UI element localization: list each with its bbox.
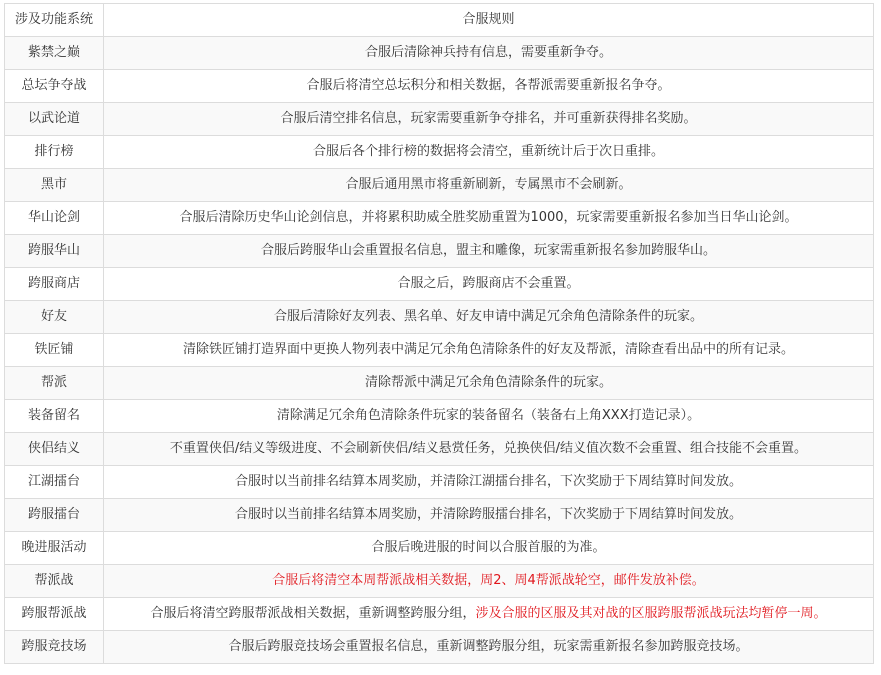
table-row [5, 169, 874, 202]
system-cell: 黑市 [5, 169, 104, 202]
table-row [5, 301, 874, 334]
rule-cell: 合服后将清空总坛积分和相关数据，各帮派需要重新报名争夺。 [104, 70, 874, 103]
system-cell: 以武论道 [5, 103, 104, 136]
system-cell: 江湖擂台 [5, 466, 104, 499]
rule-cell: 清除满足冗余角色清除条件玩家的装备留名（装备右上角XXX打造记录）。 [104, 400, 874, 433]
system-cell: 跨服竞技场 [5, 631, 104, 664]
rule-cell: 合服之后，跨服商店不会重置。 [104, 268, 874, 301]
table-row [5, 103, 874, 136]
system-cell: 铁匠铺 [5, 334, 104, 367]
system-cell: 侠侣结义 [5, 433, 104, 466]
rule-cell: 合服后各个排行榜的数据将会清空，重新统计后于次日重排。 [104, 136, 874, 169]
table-row [5, 37, 874, 70]
table-row [5, 136, 874, 169]
table-row [5, 334, 874, 367]
rule-cell: 清除铁匠铺打造界面中更换人物列表中满足冗余角色清除条件的好友及帮派，清除查看出品中的所有记录。 [104, 334, 874, 367]
table-row [5, 499, 874, 532]
system-cell: 帮派战 [5, 565, 104, 598]
system-cell: 排行榜 [5, 136, 104, 169]
rule-highlight-text: 合服后将清空本周帮派战相关数据，周2、周4帮派战轮空，邮件发放补偿。 [272, 573, 705, 588]
rule-cell: 合服后跨服华山会重置报名信息，盟主和雕像，玩家需重新报名参加跨服华山。 [104, 235, 874, 268]
rule-cell [104, 598, 874, 631]
rule-cell: 不重置侠侣/结义等级进度、不会刷新侠侣/结义悬赏任务，兑换侠侣/结义值次数不会重置、组合技能不会重置。 [104, 433, 874, 466]
header-system: 涉及功能系统 [5, 4, 104, 37]
table-row [5, 268, 874, 301]
rule-cell: 合服时以当前排名结算本周奖励，并清除跨服擂台排名，下次奖励于下周结算时间发放。 [104, 499, 874, 532]
system-cell: 晚进服活动 [5, 532, 104, 565]
system-cell: 好友 [5, 301, 104, 334]
table-row [5, 70, 874, 103]
rule-cell: 合服后清除神兵持有信息，需要重新争夺。 [104, 37, 874, 70]
table-row [5, 367, 874, 400]
rule-cell: 合服后晚进服的时间以合服首服的为准。 [104, 532, 874, 565]
rule-cell: 合服后跨服竞技场会重置报名信息，重新调整跨服分组，玩家需重新报名参加跨服竞技场。 [104, 631, 874, 664]
system-cell: 帮派 [5, 367, 104, 400]
table-row [5, 202, 874, 235]
table-row [5, 598, 874, 631]
rule-highlight-text: 涉及合服的区服及其对战的区服跨服帮派战玩法均暂停一周。 [475, 606, 827, 621]
system-cell: 跨服华山 [5, 235, 104, 268]
table-row [5, 466, 874, 499]
rule-cell: 合服后清除历史华山论剑信息，并将累积助威全胜奖励重置为1000，玩家需要重新报名参加当日华山论剑。 [104, 202, 874, 235]
rule-cell: 合服时以当前排名结算本周奖励，并清除江湖擂台排名，下次奖励于下周结算时间发放。 [104, 466, 874, 499]
table-header-row [5, 4, 874, 37]
system-cell: 跨服帮派战 [5, 598, 104, 631]
rule-cell [104, 565, 874, 598]
table-row [5, 631, 874, 664]
rule-cell: 合服后通用黑市将重新刷新，专属黑市不会刷新。 [104, 169, 874, 202]
system-cell: 跨服擂台 [5, 499, 104, 532]
table-row [5, 565, 874, 598]
system-cell: 紫禁之巅 [5, 37, 104, 70]
system-cell: 跨服商店 [5, 268, 104, 301]
table-row [5, 433, 874, 466]
merge-rules-table [4, 3, 874, 664]
rule-cell: 合服后清除好友列表、黑名单、好友申请中满足冗余角色清除条件的玩家。 [104, 301, 874, 334]
table-row [5, 400, 874, 433]
system-cell: 装备留名 [5, 400, 104, 433]
rule-text: 合服后将清空跨服帮派战相关数据，重新调整跨服分组， [150, 606, 476, 621]
merge-rules-table-container [4, 3, 873, 664]
rule-cell: 合服后清空排名信息，玩家需要重新争夺排名，并可重新获得排名奖励。 [104, 103, 874, 136]
table-row [5, 532, 874, 565]
table-row [5, 235, 874, 268]
rule-cell: 清除帮派中满足冗余角色清除条件的玩家。 [104, 367, 874, 400]
system-cell: 华山论剑 [5, 202, 104, 235]
header-rule: 合服规则 [104, 4, 874, 37]
system-cell: 总坛争夺战 [5, 70, 104, 103]
